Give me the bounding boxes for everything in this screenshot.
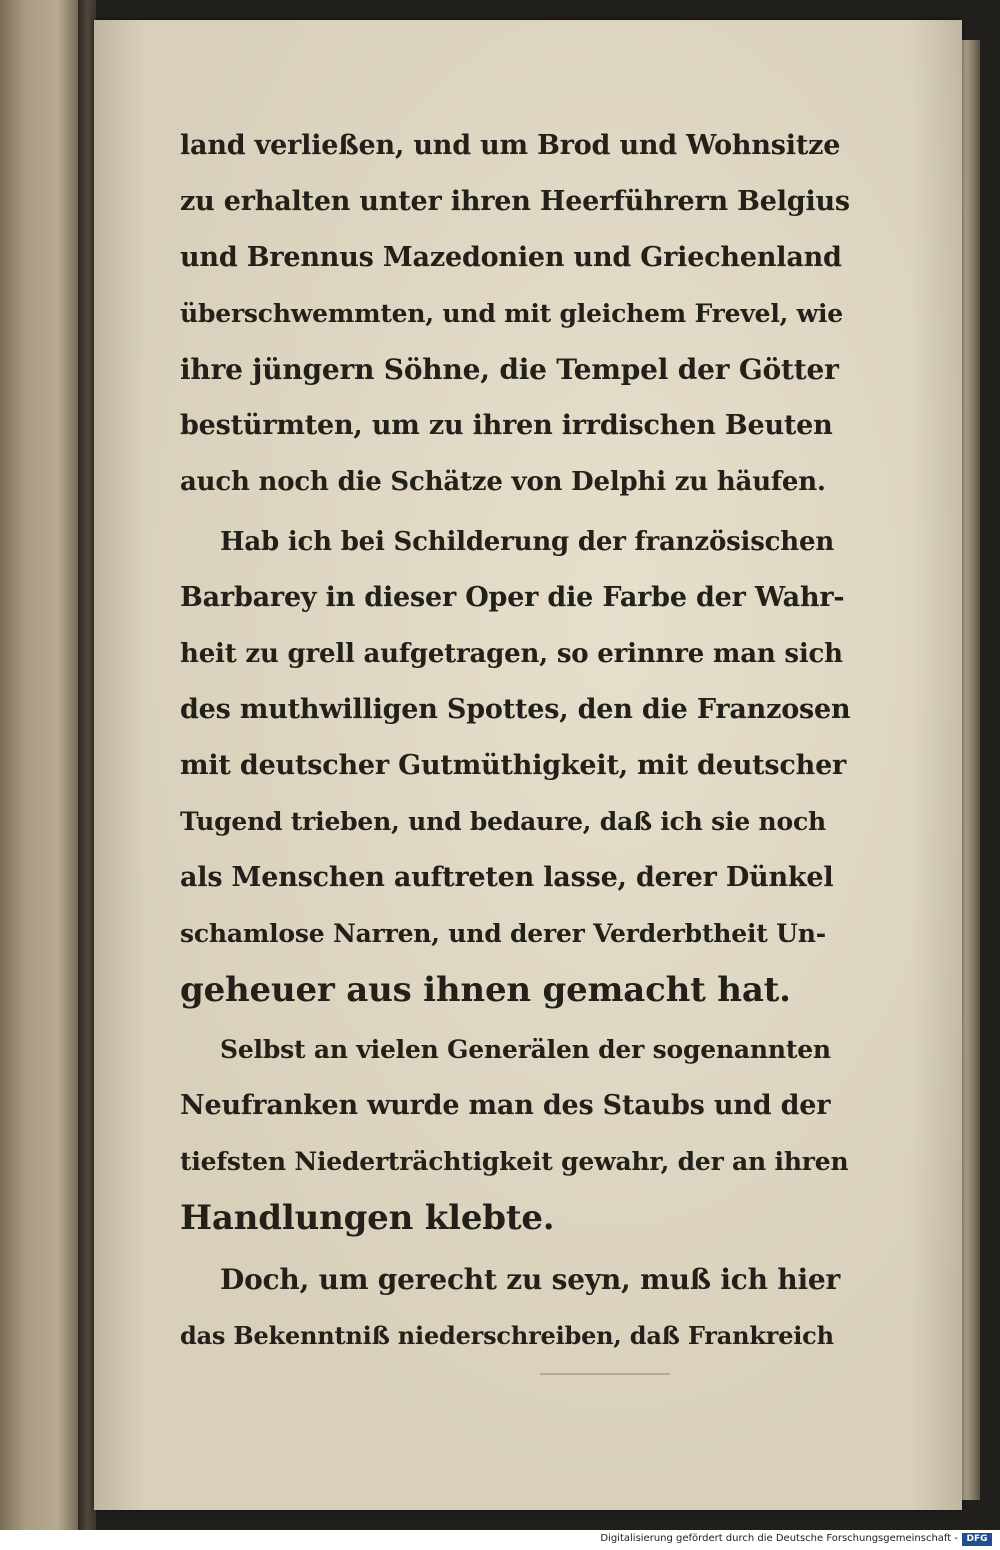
text-line: und Brennus Mazedonien und Griechenland <box>180 242 842 273</box>
dfg-logo: DFG <box>962 1533 992 1546</box>
previous-page-edge <box>0 0 82 1530</box>
digitization-footer <box>0 1530 1000 1550</box>
page-text <box>180 118 850 1388</box>
text-line: geheuer aus ihnen gemacht hat. <box>180 970 791 1010</box>
text-line: zu erhalten unter ihren Heerführern Belgius <box>180 186 850 217</box>
paragraph-start: Selbst an vielen Generälen der sogenannten <box>220 1035 831 1064</box>
text-line: land verließen, und um Brod und Wohnsitze <box>180 130 841 161</box>
text-line: das Bekenntniß niederschreiben, daß Frankreich <box>180 1321 834 1350</box>
book-page <box>94 20 962 1510</box>
text-line: tiefsten Niederträchtigkeit gewahr, der an ihren <box>180 1147 849 1176</box>
text-line: heit zu grell aufgetragen, so erinnre man sich <box>180 639 843 669</box>
text-line: mit deutscher Gutmüthigkeit, mit deutscher <box>180 750 847 781</box>
catchword-rule <box>540 1373 670 1375</box>
text-line: des muthwilligen Spottes, den die Franzosen <box>180 694 851 725</box>
text-line: überschwemmten, und mit gleichem Frevel, wie <box>180 299 844 328</box>
text-line: Barbarey in dieser Oper die Farbe der Wahr- <box>180 582 845 613</box>
text-line: als Menschen auftreten lasse, derer Dünkel <box>180 862 834 893</box>
paragraph-start: Hab ich bei Schilderung der französischen <box>220 527 835 557</box>
funding-credit: Digitalisierung gefördert durch die Deutsche Forschungsgemeinschaft - <box>600 1533 958 1544</box>
text-line: auch noch die Schätze von Delphi zu häufen. <box>180 467 826 497</box>
text-line: ihre jüngern Söhne, die Tempel der Götter <box>180 353 839 386</box>
text-line: bestürmten, um zu ihren irrdischen Beuten <box>180 410 833 441</box>
text-line: Tugend trieben, und bedaure, daß ich sie noch <box>180 807 826 836</box>
text-line: schamlose Narren, und derer Verderbtheit Un- <box>180 919 826 948</box>
text-line: Handlungen klebte. <box>180 1198 555 1238</box>
text-line: Neufranken wurde man des Staubs und der <box>180 1090 831 1121</box>
paragraph-start: Doch, um gerecht zu seyn, muß ich hier <box>220 1263 841 1296</box>
